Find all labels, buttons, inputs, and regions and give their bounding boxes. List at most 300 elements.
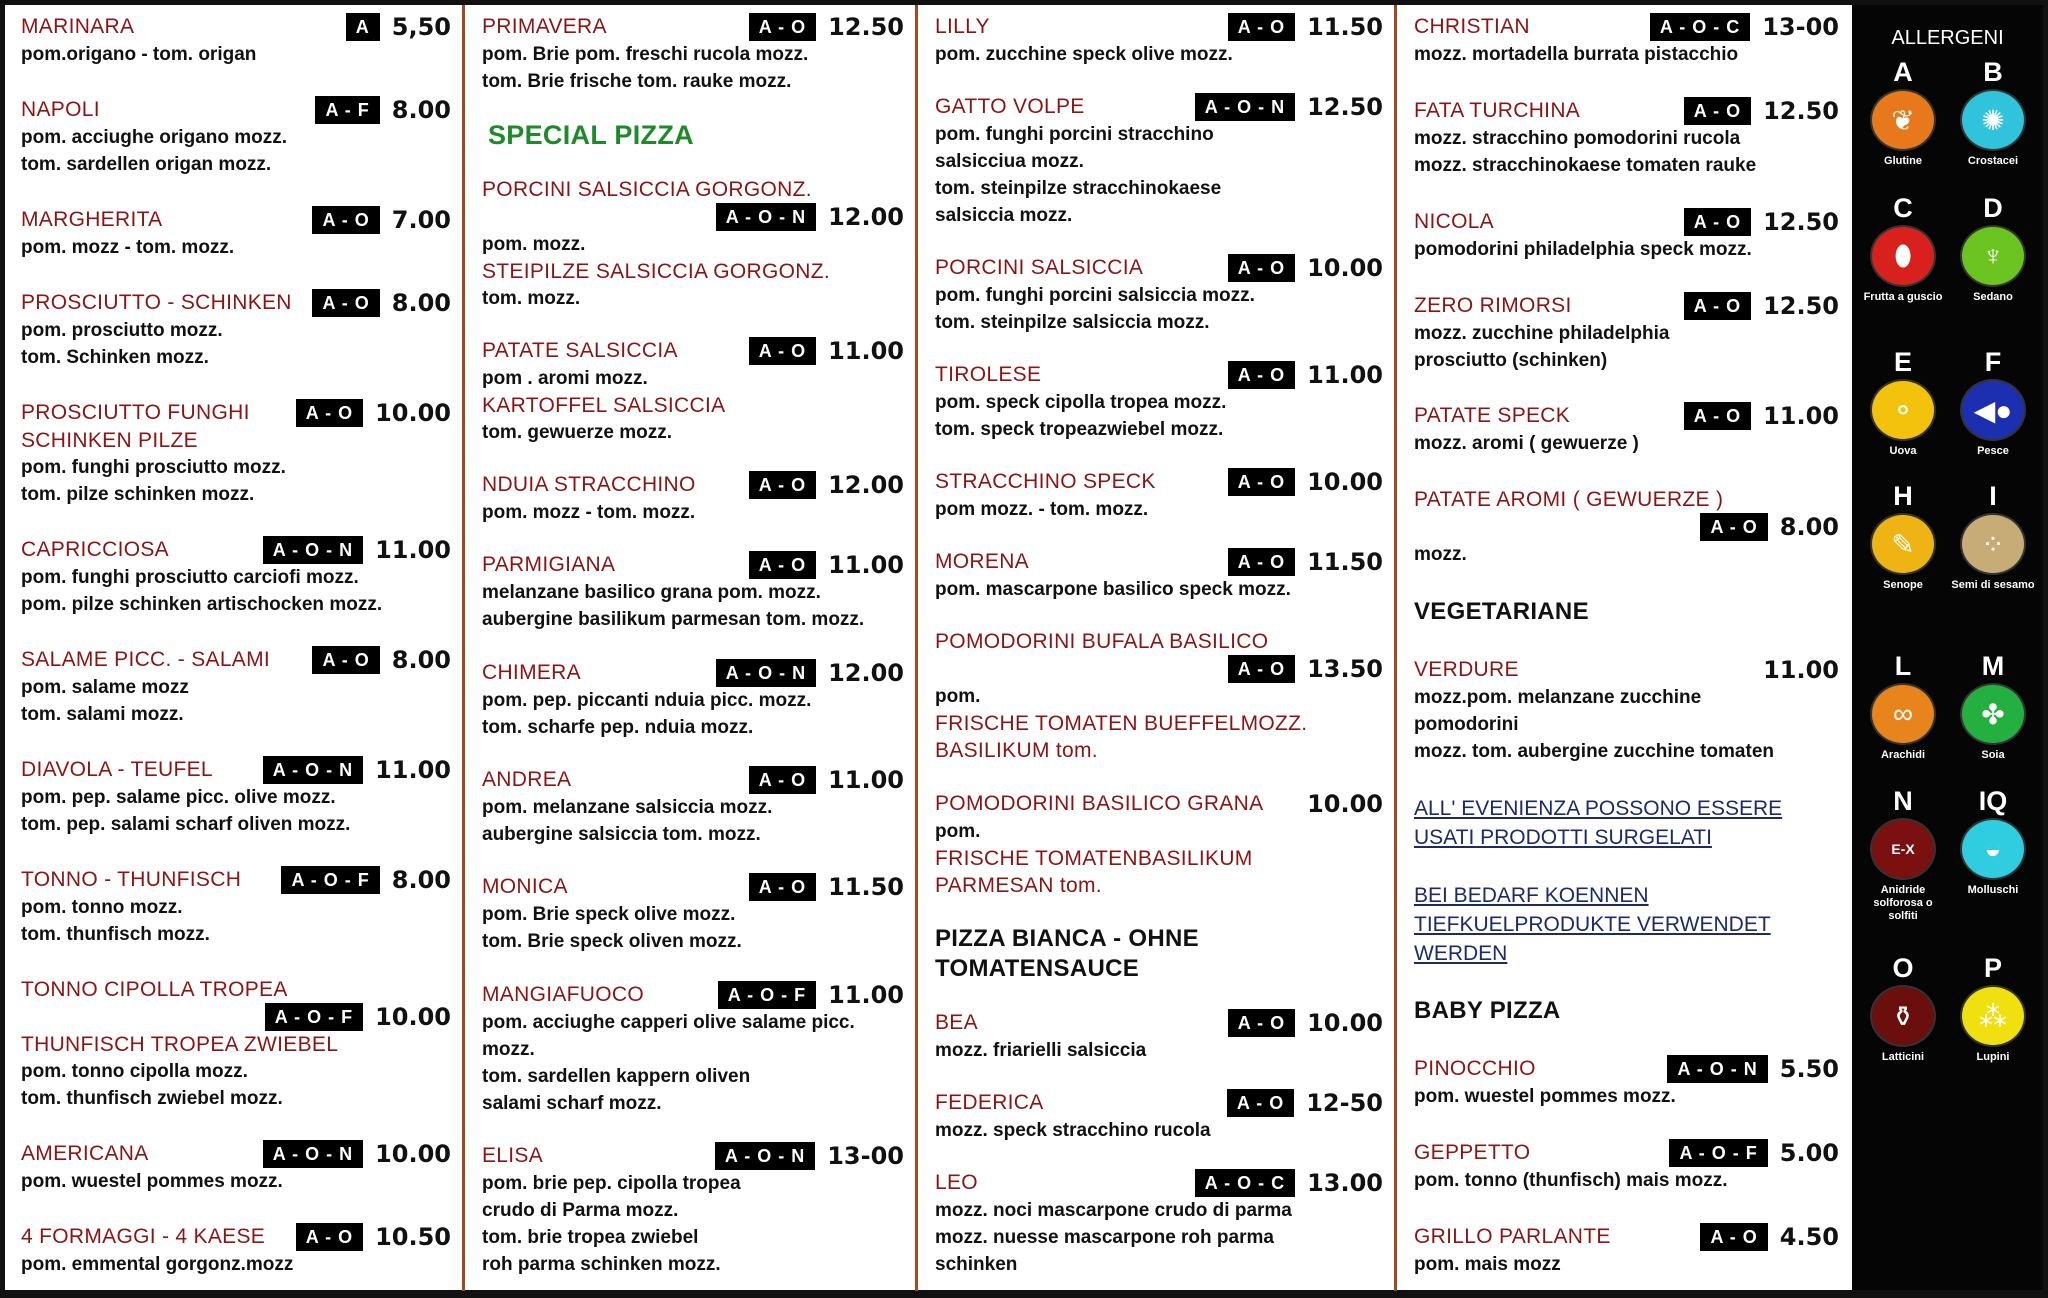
price: 11.00: [828, 551, 904, 580]
allergen-badge: A - O: [1228, 1009, 1295, 1037]
menu-item: [482, 873, 904, 955]
item-name: PINOCCHIO: [1414, 1057, 1536, 1081]
badge-and-price: [1227, 1089, 1383, 1117]
price: 12.50: [1307, 93, 1383, 122]
allergen-badge: A - O: [749, 873, 816, 901]
item-ingredients: pom. prosciutto mozz.: [21, 320, 223, 341]
badge-and-price: [1700, 513, 1839, 541]
item-name: GRILLO PARLANTE: [1414, 1224, 1611, 1248]
item-ingredients: pom. funghi porcini salsiccia mozz.: [935, 285, 1255, 307]
menu-item: [935, 1009, 1383, 1064]
item-ingredients: salsicciua mozz.: [935, 151, 1084, 173]
menu-item-header: [482, 176, 904, 231]
sesame-icon: ⁘: [1962, 515, 2024, 573]
item-name: MONICA: [482, 875, 568, 899]
allergen-badge: A - O: [1228, 548, 1295, 576]
menu-item: [1414, 292, 1839, 374]
allergen-item: [1948, 651, 2038, 762]
item-name: SALAME PICC. - SALAMI: [21, 648, 271, 671]
allergen-badge: A - O - N: [716, 659, 816, 687]
item-name: VERDURE: [1414, 657, 1519, 681]
column-divider: [1394, 5, 1397, 1291]
mustard-icon: ✎: [1872, 515, 1934, 573]
menu-item-header: [935, 254, 1383, 282]
notice-line: USATI PRODOTTI SURGELATI: [1414, 825, 1712, 849]
allergen-badge: A - O - N: [263, 536, 363, 564]
menu-item-header: [1414, 656, 1839, 684]
menu-item: [935, 628, 1383, 764]
allergen-badge: A - O - F: [265, 1003, 363, 1031]
price: 12.50: [1763, 291, 1839, 320]
badge-and-price: [716, 203, 904, 231]
item-name: LEO: [935, 1170, 978, 1194]
item-name: CHIMERA: [482, 660, 581, 684]
allergen-badge: A - O - F: [1669, 1139, 1767, 1167]
allergen-item: [1948, 57, 2038, 168]
price: 12-50: [1306, 1088, 1383, 1117]
menu-item-header: [935, 790, 1383, 818]
item-ingredients: mozz. speck stracchino rucola: [935, 1119, 1211, 1141]
item-name: PATATE SPECK: [1414, 404, 1571, 428]
menu-item: [21, 1223, 451, 1278]
menu-item-header: [21, 1223, 451, 1251]
fish-icon: ◀●: [1962, 381, 2024, 439]
item-name: PATATE SALSICCIA: [482, 338, 678, 362]
menu-item-header: [935, 1169, 1383, 1197]
allergen-badge: A - O - N: [1195, 93, 1295, 121]
menu-item-header: [1414, 97, 1839, 125]
item-ingredients: tom. steinpilze salsiccia mozz.: [935, 312, 1210, 334]
item-ingredients: pom. mais mozz: [1414, 1253, 1561, 1275]
allergen-badge: A - O: [1684, 402, 1751, 430]
badge-and-price: [1228, 548, 1383, 576]
allergen-label: Latticini: [1881, 1051, 1925, 1063]
item-ingredients: mozz. mortadella burrata pistacchio: [1414, 44, 1739, 65]
allergen-badge: A - O: [749, 766, 816, 794]
allergen-badge: A - O: [312, 206, 379, 234]
shell-icon: ◒: [1962, 820, 2024, 878]
allergen-code: F: [1984, 347, 2002, 377]
item-ingredients: tom. sardellen origan mozz.: [21, 154, 272, 175]
badge-and-price: [1307, 790, 1383, 818]
item-name: TONNO - THUNFISCH: [21, 868, 242, 891]
allergen-badge: A: [346, 13, 380, 41]
menu-item: [935, 790, 1383, 899]
badge-and-price: [1667, 1055, 1839, 1083]
item-name: POMODORINI BUFALA BASILICO: [935, 630, 1269, 654]
menu-item-header: [482, 873, 904, 901]
item-ingredients: mozz. noci mascarpone crudo di parma: [935, 1199, 1292, 1221]
menu-item: [1414, 97, 1839, 179]
item-ingredients: mozz.: [1414, 544, 1467, 566]
menu-item: [1414, 13, 1839, 68]
menu-item-header: [482, 981, 904, 1009]
price: 10.50: [375, 1223, 451, 1251]
allergen-badge: A - O - N: [716, 203, 816, 231]
item-ingredients: pom. mozz.: [482, 233, 586, 255]
item-ingredients: pom. funghi porcini stracchino: [935, 124, 1214, 146]
allergen-glyph: E-X: [1891, 841, 1915, 857]
menu-item-header: [482, 659, 904, 687]
item-ingredients: tom. mozz.: [482, 287, 581, 309]
menu-item-header: [1414, 1055, 1839, 1083]
item-ingredients: tom. brie tropea zwiebel: [482, 1226, 699, 1248]
item-name: CHRISTIAN: [1414, 15, 1530, 38]
item-name: PATATE AROMI ( GEWUERZE ): [1414, 488, 1724, 512]
item-ingredients: mozz.pom. melanzane zucchine: [1414, 686, 1702, 708]
menu-item-header: [21, 1140, 451, 1168]
item-ingredients: tom. Brie speck oliven mozz.: [482, 931, 742, 953]
item-name: GATTO VOLPE: [935, 95, 1085, 119]
badge-and-price: [715, 1142, 904, 1170]
item-name: FEDERICA: [935, 1090, 1044, 1114]
item-name: NICOLA: [1414, 209, 1494, 233]
menu-item-header: [935, 93, 1383, 121]
section-header: VEGETARIANE: [1414, 598, 1589, 626]
price: 11.50: [828, 873, 904, 902]
price: 10.00: [375, 1140, 451, 1168]
item-ingredients: pom. tonno mozz.: [21, 897, 183, 918]
item-ingredients: tom. sardellen kappern oliven: [482, 1065, 751, 1087]
menu-item: [1414, 1139, 1839, 1194]
menu-item-header: [935, 1009, 1383, 1037]
price: 12.00: [828, 658, 904, 687]
badge-and-price: [1228, 655, 1383, 683]
item-name: PORCINI SALSICCIA GORGONZ.: [482, 177, 812, 201]
menu-item-header: [482, 337, 904, 365]
item-ingredients: pom. acciughe origano mozz.: [21, 127, 288, 148]
item-ingredients: pom. zucchine speck olive mozz.: [935, 44, 1233, 65]
price: 13-00: [827, 1141, 904, 1170]
menu-item: [21, 399, 451, 508]
allergen-label: Soia: [1981, 749, 2005, 761]
menu-item: [935, 548, 1383, 603]
price: 8.00: [391, 96, 451, 124]
badge-and-price: [716, 659, 904, 687]
allergen-badge: A - O: [312, 646, 379, 674]
badge-and-price: [1684, 402, 1839, 430]
item-name: BASILIKUM tom.: [935, 739, 1098, 763]
allergen-code: E: [1893, 347, 1912, 377]
item-ingredients: pom. pep. salame picc. olive mozz.: [21, 787, 336, 808]
column-divider: [462, 5, 465, 1291]
notice-line: TIEFKUELPRODUKTE VERWENDET: [1414, 912, 1771, 936]
menu-item-header: [1414, 1223, 1839, 1251]
item-ingredients: pomodorini: [1414, 713, 1519, 735]
allergen-badge: A - O: [312, 289, 379, 317]
allergen-item: [1948, 481, 2038, 592]
item-ingredients: tom. steinpilze stracchinokaese: [935, 178, 1222, 200]
price: 10.00: [375, 1003, 451, 1031]
menu-column: [466, 5, 916, 1288]
item-name: BEA: [935, 1010, 978, 1034]
item-name: MARGHERITA: [21, 208, 163, 231]
badge-and-price: [281, 866, 451, 894]
allergen-badge: A - O - C: [1195, 1169, 1295, 1197]
item-name: STEIPILZE SALSICCIA GORGONZ.: [482, 259, 830, 283]
menu-item: [482, 471, 904, 526]
menu-item: [482, 1142, 904, 1278]
item-ingredients: aubergine salsiccia tom. mozz.: [482, 824, 761, 846]
price: 12.00: [828, 471, 904, 500]
item-ingredients: pom. acciughe capperi olive salame picc.: [482, 1011, 855, 1033]
item-name: MORENA: [935, 550, 1029, 574]
allergen-badge: A - O - N: [263, 756, 363, 784]
badge-and-price: [1700, 1223, 1839, 1251]
price: 13.50: [1307, 655, 1383, 684]
item-name: GEPPETTO: [1414, 1141, 1531, 1165]
menu-column: [1398, 5, 1851, 1288]
allergen-label: Senope: [1883, 579, 1923, 591]
item-ingredients: tom. salami mozz.: [21, 704, 184, 725]
price: 11.00: [828, 766, 904, 795]
menu-item: [1414, 402, 1839, 457]
allergen-badge: A - O: [1228, 655, 1295, 683]
item-ingredients: tom. thunfisch mozz.: [21, 924, 210, 945]
menu-item: [482, 981, 904, 1117]
item-ingredients: pom. pilze schinken artischocken mozz.: [21, 594, 383, 615]
item-name: KARTOFFEL SALSICCIA: [482, 393, 726, 417]
eggs-icon: ⚬: [1872, 381, 1934, 439]
menu-item-header: [1414, 208, 1839, 236]
allergen-badge: A - O: [1228, 254, 1295, 282]
item-ingredients: pom. melanzane salsiccia mozz.: [482, 797, 773, 819]
menu-item-header: [935, 548, 1383, 576]
menu-item: [21, 976, 451, 1112]
menu-item-header: [935, 1089, 1383, 1117]
milk-jug-icon: ⚱: [1872, 987, 1934, 1045]
menu-item: [482, 337, 904, 446]
item-name: ZERO RIMORSI: [1414, 293, 1572, 317]
allergen-badge: A - O - F: [281, 866, 379, 894]
item-ingredients: mozz. aromi ( gewuerze ): [1414, 433, 1639, 455]
item-ingredients: mozz.: [482, 1038, 535, 1060]
allergen-badge: A - O - N: [263, 1140, 363, 1168]
menu-item: [21, 536, 451, 618]
item-name: LILLY: [935, 15, 990, 38]
allergen-code: I: [1989, 481, 1997, 511]
allergen-item: [1858, 481, 1948, 592]
item-ingredients: pom. mascarpone basilico speck mozz.: [935, 579, 1291, 601]
badge-and-price: [718, 981, 904, 1009]
price: 12.00: [828, 202, 904, 231]
menu-item-header: [482, 766, 904, 794]
menu-item-header: [21, 756, 451, 784]
menu-item: [1414, 208, 1839, 263]
item-name: PARMESAN tom.: [935, 873, 1102, 897]
price: 8.00: [391, 289, 451, 317]
allergen-item: [1858, 57, 1948, 168]
badge-and-price: [1684, 97, 1839, 125]
item-ingredients: pom. wuestel pommes mozz.: [21, 1171, 283, 1192]
price: 11.00: [1307, 361, 1383, 390]
menu-item: [21, 96, 451, 178]
menu-item-header: [482, 471, 904, 499]
menu-item-header: [1414, 486, 1839, 541]
price: 11.00: [1763, 402, 1839, 431]
allergen-code: O: [1892, 953, 1914, 983]
menu-item: [1414, 486, 1839, 568]
badge-and-price: [296, 399, 451, 427]
menu-item-header: [935, 468, 1383, 496]
menu-column: [919, 5, 1395, 1288]
menu-item: [935, 254, 1383, 336]
item-ingredients: pom. brie pep. cipolla tropea: [482, 1172, 741, 1194]
menu-item: [482, 659, 904, 741]
allergen-code: M: [1981, 651, 2005, 681]
price: 11.00: [1763, 655, 1839, 684]
allergen-item: [1858, 347, 1948, 458]
lupin-icon: ⁂: [1962, 987, 2024, 1045]
badge-and-price: [1650, 13, 1839, 41]
allergen-label: Pesce: [1977, 445, 2009, 457]
allergen-badge: A - O: [749, 471, 816, 499]
item-name: PROSCIUTTO - SCHINKEN: [21, 291, 292, 314]
item-name: PROSCIUTTO FUNGHI: [21, 401, 250, 424]
badge-and-price: [749, 337, 904, 365]
item-name: NAPOLI: [21, 98, 100, 121]
item-name: 4 FORMAGGI - 4 KAESE: [21, 1225, 266, 1248]
item-ingredients: mozz. friarielli salsiccia: [935, 1039, 1147, 1061]
nut-icon: ⬮: [1872, 227, 1934, 285]
item-name: CAPRICCIOSA: [21, 538, 169, 561]
allergen-badge: A - O: [749, 551, 816, 579]
menu-item: [935, 468, 1383, 523]
price: 8.00: [391, 866, 451, 894]
allergen-code: L: [1894, 651, 1912, 681]
menu-item-header: [1414, 13, 1839, 41]
badge-and-price: [749, 471, 904, 499]
menu-item-header: [1414, 402, 1839, 430]
badge-and-price: [263, 756, 451, 784]
allergen-label: Semi di sesamo: [1951, 579, 2035, 591]
item-name: TIROLESE: [935, 363, 1042, 387]
wheat-icon: ❦: [1872, 91, 1934, 149]
menu-item-header: [21, 206, 451, 234]
item-name: MANGIAFUOCO: [482, 982, 644, 1006]
allergen-label: Frutta a guscio: [1863, 291, 1943, 303]
item-ingredients: salami scharf mozz.: [482, 1092, 662, 1114]
allergen-legend-title: ALLERGENI: [1891, 27, 2004, 49]
item-ingredients: pom. Brie speck olive mozz.: [482, 904, 736, 926]
menu-item: [935, 93, 1383, 229]
badge-and-price: [1763, 656, 1839, 684]
item-ingredients: pomodorini philadelphia speck mozz.: [1414, 238, 1752, 260]
price: 13.00: [1307, 1168, 1383, 1197]
item-ingredients: schinken: [935, 1253, 1018, 1275]
allergen-code: A: [1893, 57, 1913, 87]
item-ingredients: pom. mozz - tom. mozz.: [482, 502, 696, 524]
allergen-item: [1858, 786, 1948, 923]
allergen-badge: A - O: [1228, 468, 1295, 496]
badge-and-price: [263, 1140, 451, 1168]
item-ingredients: tom. thunfisch zwiebel mozz.: [21, 1088, 283, 1109]
menu-item-header: [21, 399, 451, 427]
allergen-badge: A - O: [1700, 513, 1767, 541]
item-name: POMODORINI BASILICO GRANA: [935, 791, 1264, 815]
menu-item: [21, 13, 451, 68]
badge-and-price: [296, 1223, 451, 1251]
section-header: SPECIAL PIZZA: [488, 120, 694, 151]
price: 11.00: [828, 336, 904, 365]
peanut-icon: ∞: [1872, 685, 1934, 743]
allergen-badge: A - O: [1700, 1223, 1767, 1251]
allergen-badge: A - O: [1684, 208, 1751, 236]
sulphite-icon: [1872, 820, 1934, 878]
item-ingredients: tom. Brie frische tom. rauke mozz.: [482, 71, 792, 92]
allergen-badge: A - O: [749, 337, 816, 365]
menu-item: [935, 1169, 1383, 1278]
item-name: NDUIA STRACCHINO: [482, 473, 696, 497]
menu-item-header: [935, 361, 1383, 389]
badge-and-price: [749, 551, 904, 579]
price: 11.00: [375, 756, 451, 784]
badge-and-price: [1684, 292, 1839, 320]
allergen-code: B: [1983, 57, 2003, 87]
item-ingredients: pom.origano - tom. origan: [21, 44, 257, 65]
menu-item: [21, 866, 451, 948]
price: 12.50: [1763, 207, 1839, 236]
price: 5,50: [391, 13, 451, 41]
menu-item: [935, 361, 1383, 443]
allergen-label: Uova: [1889, 445, 1917, 457]
section-header: PIZZA BIANCA - OHNE TOMATENSAUCE: [935, 924, 1199, 982]
allergen-badge: A - F: [315, 96, 379, 124]
allergen-item: [1948, 953, 2038, 1064]
badge-and-price: [749, 13, 904, 41]
price: 12.50: [828, 13, 904, 41]
menu-item-header: [21, 536, 451, 564]
menu-item-header: [935, 628, 1383, 683]
allergen-badge: A - O - N: [715, 1142, 815, 1170]
menu-item: [21, 289, 451, 371]
item-ingredients: pom.: [935, 820, 981, 842]
allergen-badge: A - O: [749, 13, 816, 41]
menu-item-header: [482, 13, 904, 41]
price: 11.50: [1307, 13, 1383, 41]
menu-item: [21, 206, 451, 261]
item-ingredients: pom. wuestel pommes mozz.: [1414, 1086, 1676, 1108]
item-ingredients: pom. tonno (thunfisch) mais mozz.: [1414, 1170, 1728, 1192]
menu-item-header: [21, 96, 451, 124]
price: 11.00: [828, 980, 904, 1009]
price: 10.00: [375, 399, 451, 427]
menu-column: [5, 5, 463, 1288]
allergen-badge: A - O: [1227, 1089, 1294, 1117]
item-ingredients: pom. emmental gorgonz.mozz: [21, 1254, 294, 1275]
allergen-badge: A - O - N: [1667, 1055, 1767, 1083]
menu-item: [1414, 656, 1839, 765]
item-ingredients: tom. pep. salami scharf oliven mozz.: [21, 814, 351, 835]
badge-and-price: [315, 96, 451, 124]
item-ingredients: tom. scharfe pep. nduia mozz.: [482, 716, 754, 738]
badge-and-price: [1684, 208, 1839, 236]
price: 5.50: [1779, 1055, 1839, 1084]
item-name: FRISCHE TOMATENBASILIKUM: [935, 846, 1253, 870]
item-ingredients: tom. speck tropeazwiebel mozz.: [935, 419, 1224, 441]
item-ingredients: pom. pep. piccanti nduia picc. mozz.: [482, 689, 812, 711]
allergen-item: [1948, 347, 2038, 458]
allergen-badge: A - O - C: [1650, 13, 1750, 41]
badge-and-price: [265, 1003, 451, 1031]
item-ingredients: mozz. stracchinokaese tomaten rauke: [1414, 154, 1757, 176]
allergen-label: Anidride solforosa o solfiti: [1873, 884, 1933, 922]
allergen-badge: A - O: [296, 1223, 363, 1251]
celery-icon: ♆: [1962, 227, 2024, 285]
item-ingredients: mozz. zucchine philadelphia: [1414, 322, 1670, 344]
badge-and-price: [346, 13, 451, 41]
item-name: DIAVOLA - TEUFEL: [21, 758, 213, 781]
